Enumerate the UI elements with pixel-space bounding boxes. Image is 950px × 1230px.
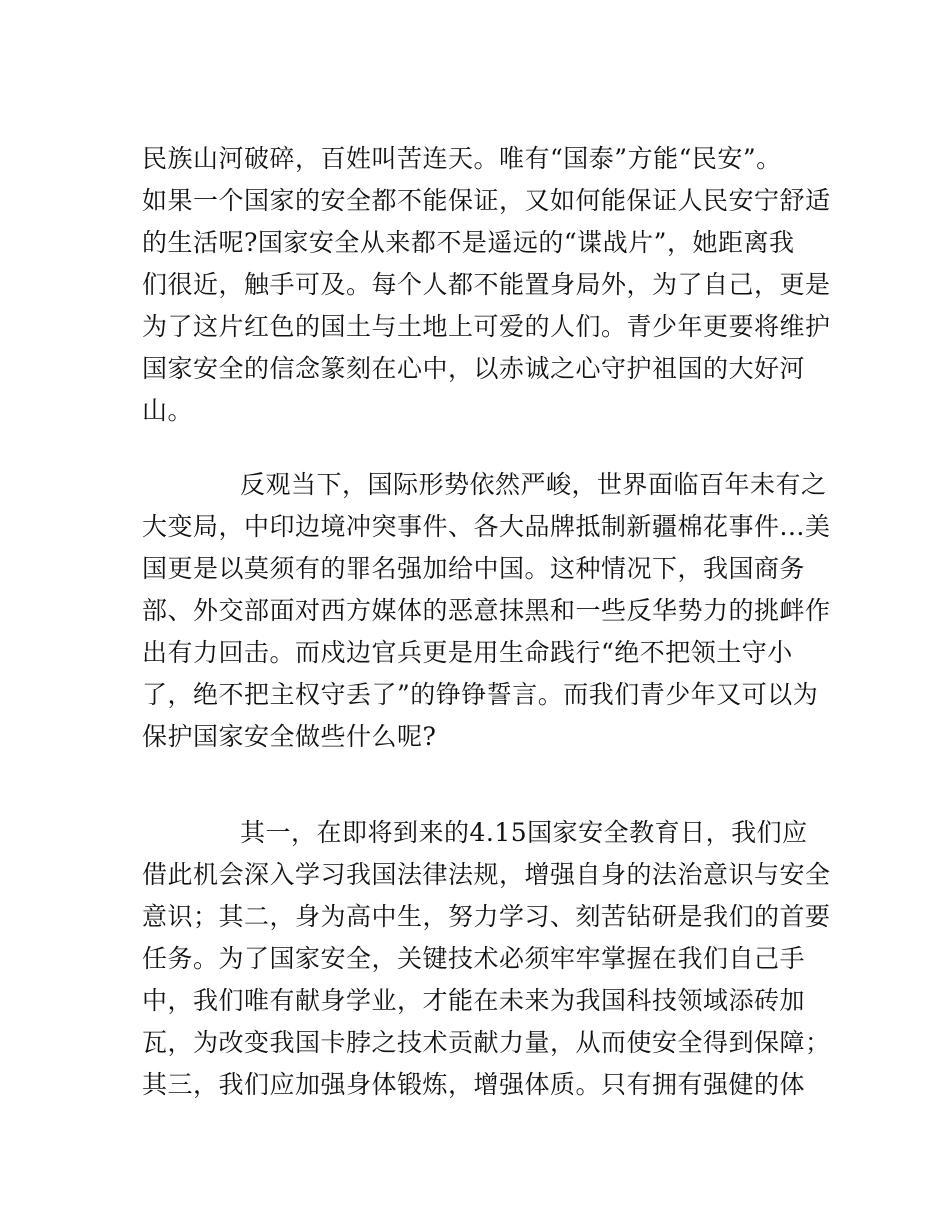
text-line: 国家安全的信念篆刻在心中，以赤诚之心守护祖国的大好河 <box>142 354 806 383</box>
text-line: 任务。为了国家安全，关键技术必须牢牢掌握在我们自己手 <box>142 944 806 973</box>
text-line: 大变局，中印边境冲突事件、各大品牌抵制新疆棉花事件...美 <box>142 512 831 541</box>
text-line: 借此机会深入学习我国法律法规，增强自身的法治意识与安全 <box>142 860 831 889</box>
text-line: 山。 <box>142 396 194 425</box>
text-line: 们很近，触手可及。每个人都不能置身局外，为了自己，更是 <box>142 270 831 299</box>
text-line: 的生活呢?国家安全从来都不是遥远的“谍战片”，她距离我 <box>142 228 795 257</box>
text-line: 出有力回击。而戍边官兵更是用生命践行“绝不把领土守小 <box>142 638 793 667</box>
text-line: 民族山河破碎，百姓叫苦连天。唯有“国泰”方能“民安”。 <box>142 144 782 173</box>
text-line: 瓦，为改变我国卡脖之技术贡献力量，从而使安全得到保障； <box>142 1028 831 1057</box>
text-line: 为了这片红色的国土与土地上可爱的人们。青少年更要将维护 <box>142 312 831 341</box>
text-line: 了，绝不把主权守丢了”的铮铮誓言。而我们青少年又可以为 <box>142 680 819 709</box>
text-line: 保护国家安全做些什么呢? <box>142 722 437 751</box>
text-line: 部、外交部面对西方媒体的恶意抹黑和一些反华势力的挑衅作 <box>142 596 831 625</box>
text-line: 国更是以莫须有的罪名强加给中国。这种情况下，我国商务 <box>142 554 806 583</box>
text-line: 意识；其二，身为高中生，努力学习、刻苦钻研是我们的首要 <box>142 902 831 931</box>
text-line: 其三，我们应加强身体锻炼，增强体质。只有拥有强健的体 <box>142 1070 806 1099</box>
text-line: 如果一个国家的安全都不能保证，又如何能保证人民安宁舒适 <box>142 186 831 215</box>
text-line: 中，我们唯有献身学业，才能在未来为我国科技领域添砖加 <box>142 986 806 1015</box>
text-line: 其一，在即将到来的4.15国家安全教育日，我们应 <box>240 818 808 847</box>
text-line: 反观当下，国际形势依然严峻，世界面临百年未有之 <box>240 470 827 499</box>
